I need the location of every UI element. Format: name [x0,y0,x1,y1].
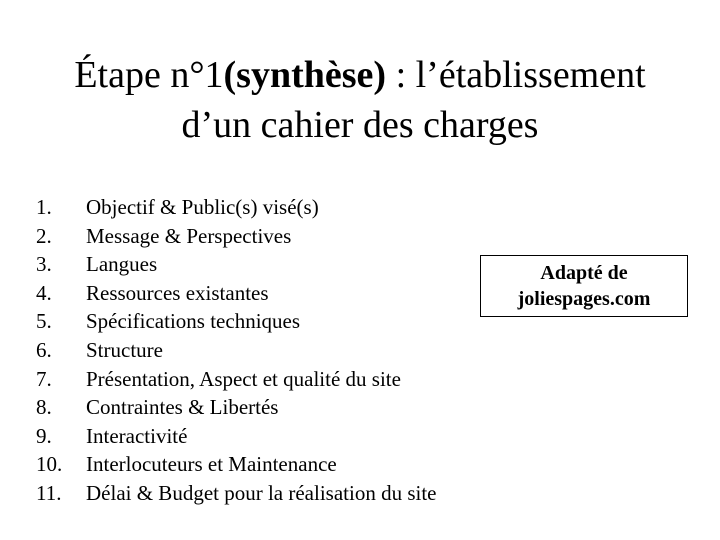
list-item [36,479,437,508]
list-item [36,307,437,336]
list-item-number: 2. [36,223,52,248]
list-item-text: Spécifications techniques [86,309,301,334]
list-item [36,393,437,422]
list-item-number: 9. [36,423,52,448]
list-item-text: Structure [86,337,163,362]
title-prefix: Étape n°1 [74,54,224,96]
list-item [36,279,437,308]
list-item-text: Langues [86,252,158,277]
list-item [36,250,437,279]
title-line-2: d’un cahier des charges [181,104,539,146]
list-item [36,193,437,222]
list-item-text: Délai & Budget pour la réalisation du site [86,480,437,505]
source-line-1: Adapté de [540,262,628,284]
list-item [36,336,437,365]
list-item-text: Présentation, Aspect et qualité du site [86,366,401,391]
list-item [36,365,437,394]
list-item-number: 7. [36,366,52,391]
title-suffix: : l’établissement [386,54,646,96]
list-item-number: 11. [36,480,62,505]
list-item [36,450,437,479]
slide-title [20,50,700,150]
list-item-number: 5. [36,309,52,334]
source-box [480,255,688,317]
list-item-text: Interlocuteurs et Maintenance [86,452,337,477]
list-item-text: Interactivité [86,423,188,448]
list-item-text: Contraintes & Libertés [86,395,279,420]
list-item-text: Ressources existantes [86,280,269,305]
source-line-2: joliespages.com [517,288,651,310]
numbered-list [36,193,437,508]
title-line-1 [20,50,700,100]
list-item [36,422,437,451]
list-item-number: 8. [36,395,52,420]
list-item-number: 4. [36,280,52,305]
list-item-number: 10. [36,452,63,477]
list-item-number: 1. [36,195,52,219]
list-item-number: 3. [36,252,52,277]
list-item [36,222,437,251]
list-item-number: 6. [36,337,52,362]
title-bold-part: (synthèse) [223,54,387,96]
list-item-text: Message & Perspectives [86,223,292,248]
list-item-text: Objectif & Public(s) visé(s) [86,195,319,219]
